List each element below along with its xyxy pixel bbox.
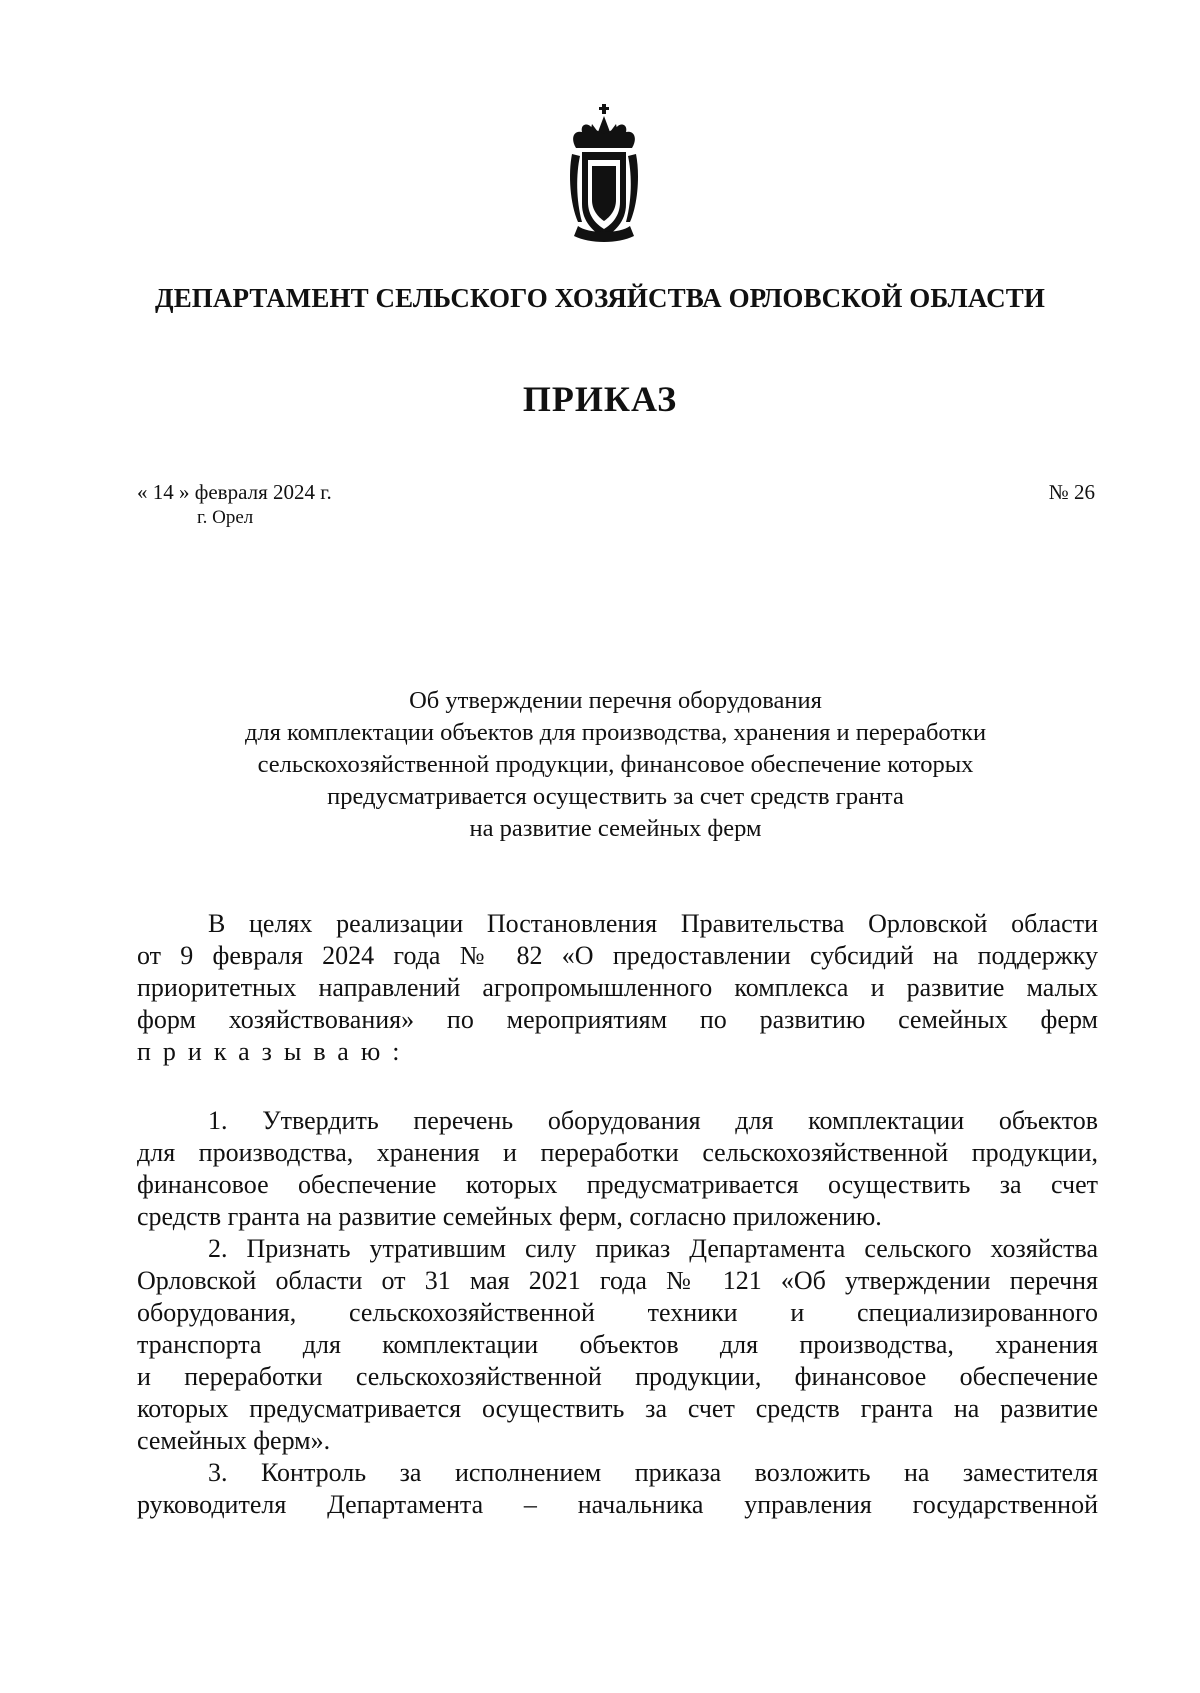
text-line: 2. Признать утратившим силу приказ Департамента сельского хозяйства [208, 1234, 1098, 1263]
order-items [137, 1105, 1098, 1521]
text-line: транспорта для комплектации объектов для производства, хранения [137, 1330, 1098, 1359]
text-line: Орловской области от 31 мая 2021 года № 121 «Об утверждении перечня [137, 1266, 1098, 1295]
order-item-2 [137, 1233, 1098, 1457]
title-line: на развитие семейных ферм [469, 815, 762, 842]
document-type-heading: ПРИКАЗ [522, 379, 678, 419]
preamble-paragraph [137, 908, 1098, 1068]
text-line: В целях реализации Постановления Правительства Орловской области [208, 909, 1098, 938]
order-item-3 [137, 1457, 1098, 1521]
text-line: и переработки сельскохозяйственной продукции, финансовое обеспечение [137, 1362, 1098, 1391]
text-line: от 9 февраля 2024 года № 82 «О предоставлении субсидий на поддержку [137, 941, 1098, 970]
text-line: форм хозяйствования» по мероприятиям по развитию семейных ферм [137, 1005, 1098, 1034]
order-item-1 [137, 1105, 1098, 1233]
text-line: приоритетных направлений агропромышленного комплекса и развитие малых [137, 973, 1098, 1002]
text-line: финансовое обеспечение которых предусматривается осуществить за счет [137, 1170, 1098, 1199]
text-line: для производства, хранения и переработки сельскохозяйственной продукции, [137, 1138, 1098, 1167]
title-line: предусматривается осуществить за счет средств гранта [327, 783, 904, 810]
text-line: 3. Контроль за исполнением приказа возложить на заместителя [208, 1458, 1098, 1487]
title-line: Об утверждении перечня оборудования [409, 687, 822, 714]
text-line: семейных ферм». [137, 1426, 331, 1455]
department-name: ДЕПАРТАМЕНТ СЕЛЬСКОГО ХОЗЯЙСТВА ОРЛОВСКОЙ ОБЛАСТИ [155, 283, 1045, 313]
text-line: оборудования, сельскохозяйственной техники и специализированного [137, 1298, 1098, 1327]
text-line: которых предусматривается осуществить за счет средств гранта на развитие [137, 1394, 1098, 1423]
title-line: для комплектации объектов для производства, хранения и переработки [244, 719, 987, 746]
order-keyword: приказываю: [137, 1037, 412, 1066]
text-line: средств гранта на развитие семейных ферм, согласно приложению. [137, 1202, 882, 1231]
title-line: сельскохозяйственной продукции, финансовое обеспечение которых [257, 751, 974, 778]
document-date: « 14 » февраля 2024 г. [137, 480, 332, 504]
text-line: 1. Утвердить перечень оборудования для комплектации объектов [208, 1106, 1098, 1135]
text-line: руководителя Департамента – начальника управления государственной [137, 1490, 1098, 1519]
coat-of-arms-emblem [568, 104, 640, 244]
document-number: № 26 [1048, 480, 1095, 504]
document-title [137, 685, 1094, 845]
document-city: г. Орел [197, 507, 254, 528]
